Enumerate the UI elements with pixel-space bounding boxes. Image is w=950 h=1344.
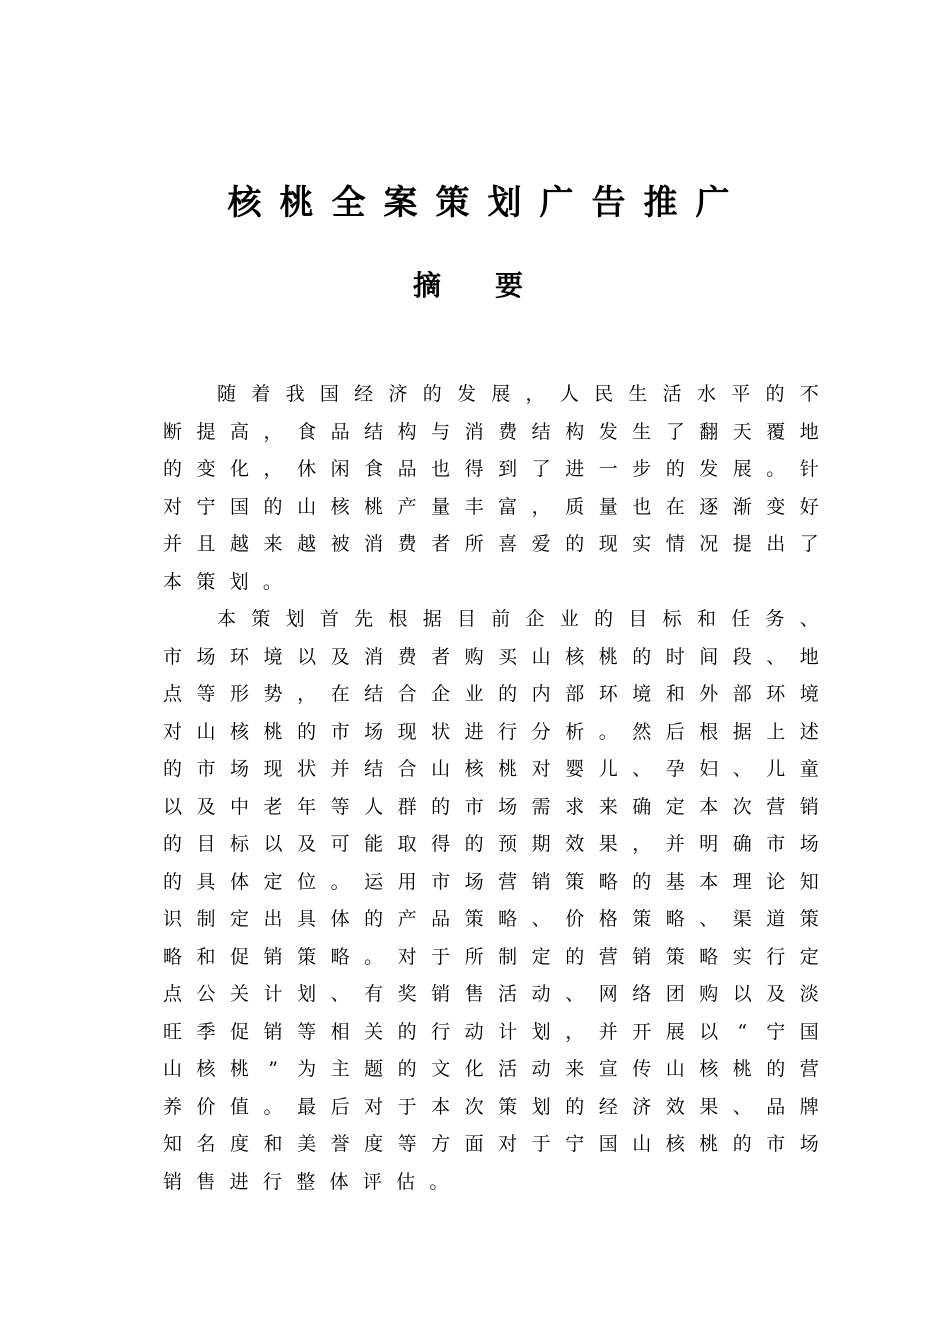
text-line: 点 等 形 势 ， 在 结 合 企 业 的 内 部 环 境 和 外 部 环 境 [163, 683, 819, 705]
text-line: 点 公 关 计 划 、 有 奖 销 售 活 动 、 网 络 团 购 以 及 淡 [163, 983, 819, 1005]
text-line: 的 目 标 以 及 可 能 取 得 的 预 期 效 果 ， 并 明 确 市 场 [163, 833, 819, 855]
text-line: 的 变 化 ， 休 闲 食 品 也 得 到 了 进 一 步 的 发 展 。 针 [163, 458, 819, 480]
text-line: 随 着 我 国 经 济 的 发 展 ， 人 民 生 活 水 平 的 不 [217, 383, 819, 405]
text-line: 旺 季 促 销 等 相 关 的 行 动 计 划 ， 并 开 展 以 “ 宁 国 [163, 1020, 819, 1043]
paragraph [163, 376, 819, 601]
text-line: 知 名 度 和 美 誉 度 等 方 面 对 于 宁 国 山 核 桃 的 市 场 [163, 1133, 819, 1155]
text-line: 市 场 环 境 以 及 消 费 者 购 买 山 核 桃 的 时 间 段 、 地 [163, 645, 819, 668]
text-line: 的 具 体 定 位 。 运 用 市 场 营 销 策 略 的 基 本 理 论 知 [163, 870, 819, 893]
text-line: 并 且 越 来 越 被 消 费 者 所 喜 爱 的 现 实 情 况 提 出 了 [163, 533, 819, 555]
text-line: 以 及 中 老 年 等 人 群 的 市 场 需 求 来 确 定 本 次 营 销 [163, 795, 819, 818]
text-line: 断 提 高 ， 食 品 结 构 与 消 费 结 构 发 生 了 翻 天 覆 地 [163, 420, 819, 443]
text-line: 对 宁 国 的 山 核 桃 产 量 丰 富 ， 质 量 也 在 逐 渐 变 好 [163, 495, 819, 518]
text-line: 识 制 定 出 具 体 的 产 品 策 略 、 价 格 策 略 、 渠 道 策 [163, 908, 819, 930]
abstract-heading: 摘要 [412, 269, 577, 302]
text-line: 的 市 场 现 状 并 结 合 山 核 桃 对 婴 儿 、 孕 妇 、 儿 童 [163, 758, 819, 780]
text-line: 对 山 核 桃 的 市 场 现 状 进 行 分 析 。 然 后 根 据 上 述 [163, 720, 819, 743]
text-line: 本 策 划 首 先 根 据 目 前 企 业 的 目 标 和 任 务 、 [217, 608, 819, 630]
text-line: 养 价 值 。 最 后 对 于 本 次 策 划 的 经 济 效 果 、 品 牌 [163, 1095, 819, 1118]
text-line: 本 策 划 。 [163, 570, 282, 593]
abstract-body [163, 376, 819, 1201]
text-line: 销 售 进 行 整 体 评 估 。 [163, 1170, 449, 1193]
document-title: 核桃全案策划广告推广 [227, 183, 748, 223]
text-line: 略 和 促 销 策 略 。 对 于 所 制 定 的 营 销 策 略 实 行 定 [163, 945, 819, 968]
text-line: 山 核 桃 ” 为 主 题 的 文 化 活 动 来 宣 传 山 核 桃 的 营 [163, 1058, 819, 1080]
paragraph [163, 601, 819, 1201]
